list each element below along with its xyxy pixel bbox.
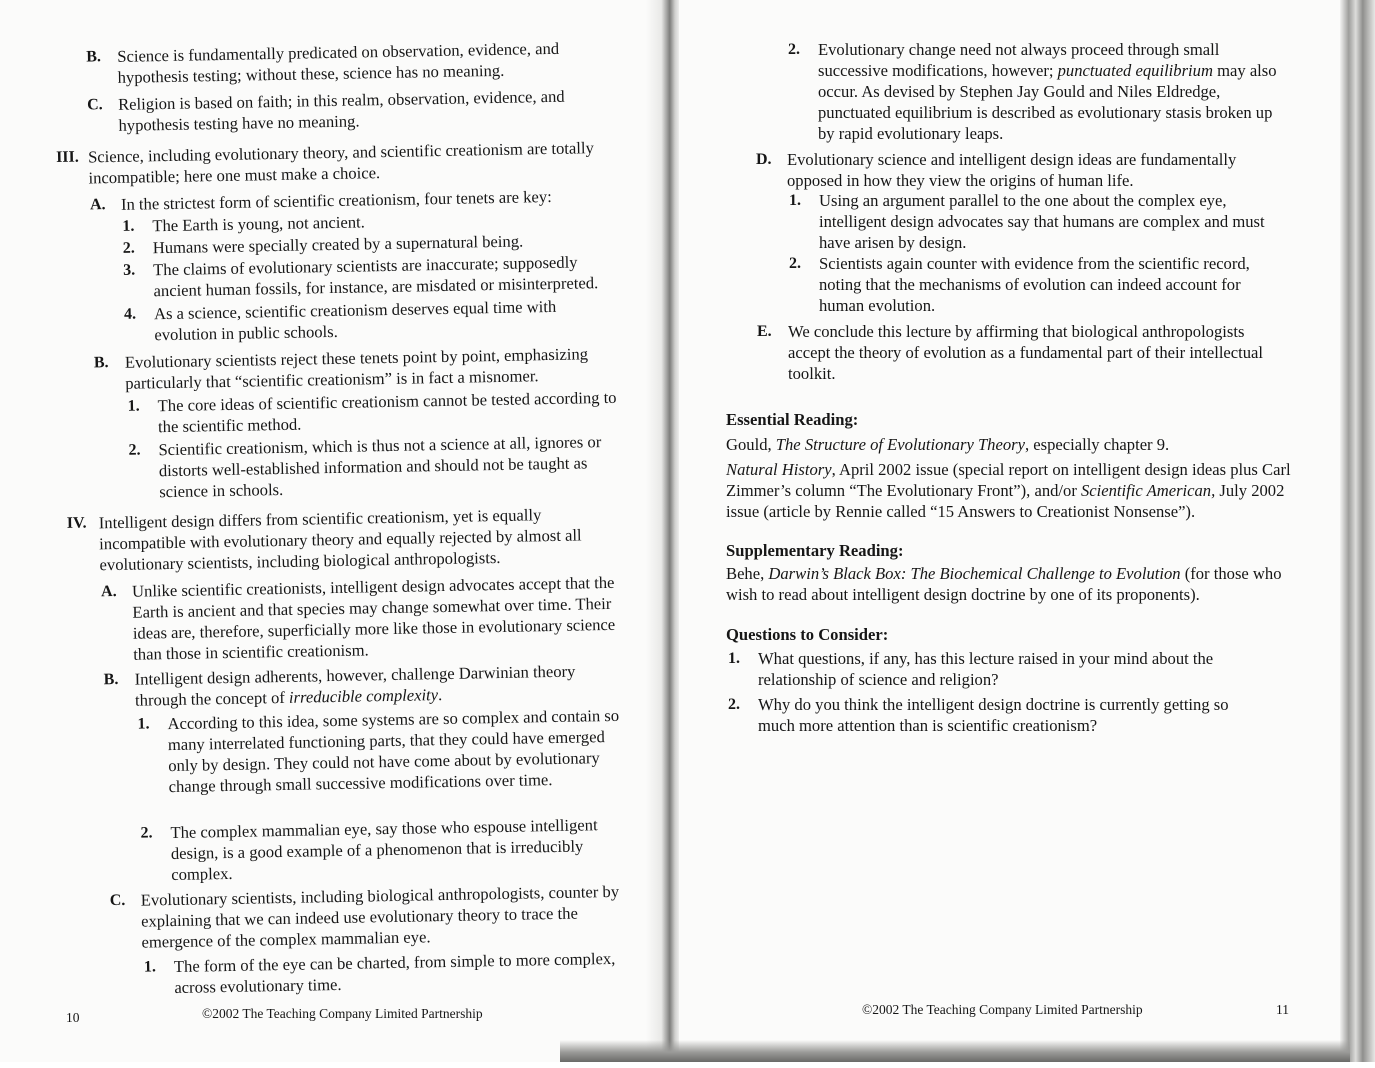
page-number: 11 <box>1276 1002 1289 1017</box>
outline-item <box>109 880 647 952</box>
ref-detail: , especially chapter 9. <box>1024 435 1170 454</box>
item-marker: 2. <box>728 696 740 713</box>
item-text-italic: punctuated equilibrium <box>1057 61 1213 80</box>
question-text: Why do you think the intelligent design doctrine is currently getting so much more attention than is scientific creationism? <box>758 695 1229 735</box>
item-text-end: . <box>437 685 443 705</box>
item-marker: 2. <box>140 824 153 842</box>
book-gutter <box>646 0 680 1062</box>
right-page <box>679 0 1341 1062</box>
item-text: According to this idea, some systems are so complex and contain so many interrelated functioning parts, that they could have emerged only by design. They could not have come about by evolutionary change through small successive modifications over time. <box>167 705 620 797</box>
questions-heading: Questions to Consider: <box>726 625 889 644</box>
item-text: The form of the eye can be charted, from simple to more complex, across evolutionary time. <box>173 948 616 998</box>
outline-item <box>123 295 595 345</box>
item-marker: A. <box>89 196 106 214</box>
outline-item <box>137 705 634 798</box>
item-text: Intelligent design differs from scientific creationism, yet is equally incompatible with evolutionary theory and equally rejected by almost all evolutionary scientists, including biological anthropologists. <box>98 505 582 575</box>
item-marker: 4. <box>123 305 137 323</box>
item-text: The Earth is young, not ancient. <box>152 212 365 236</box>
item-text: Science, including evolutionary theory, and scientific creationism are totally incompatible; here one must make a choice. <box>87 138 594 188</box>
item-text: In the strictest form of scientific creationism, four tenets are key: <box>120 186 552 214</box>
item-marker: 2. <box>122 239 135 257</box>
item-text: Evolutionary scientists reject these tenets point by point, emphasizing particularly that “scientific creationism” is in fact a misnomer. <box>124 344 589 393</box>
item-text: As a science, scientific creationism deserves equal time with evolution in public schools. <box>153 296 557 345</box>
item-text: We conclude this lecture by affirming that biological anthropologists accept the theory of evolution as a fundamental part of their intellectual toolkit. <box>788 322 1264 383</box>
essential-reading-heading: Essential Reading: <box>726 410 859 429</box>
outline-item <box>93 343 626 394</box>
item-marker: III. <box>55 148 79 167</box>
item-marker: 1. <box>127 397 140 415</box>
item-text: The core ideas of scientific creationism cannot be tested according to the scientific method. <box>157 387 617 437</box>
item-text-end: may also occur. As devised by Stephen Jay Gould and Niles Eldredge, punctuated equilibrium is described as evolutionary stasis broken up by rapid evolutionary leaps. <box>818 61 1277 143</box>
outline-item <box>86 85 591 136</box>
item-marker: C. <box>109 891 126 910</box>
item-text: Evolutionary scientists, including biological anthropologists, counter by explaining that we can indeed use evolutionary theory to trace the emergence of the complex mammalian eye. <box>140 881 620 952</box>
item-text: Unlike scientific creationists, intelligent design advocates accept that the Earth is ancient and that species may change somewhat over time. Their ideas are, therefore, superficially more like those in evolutionary science than those in scientific creationism. <box>131 572 616 664</box>
outline-item <box>128 431 629 503</box>
item-marker: D. <box>756 151 772 168</box>
item-marker: C. <box>86 96 103 114</box>
supplementary-reading-ref-1 <box>726 563 1286 605</box>
item-marker: 1. <box>137 715 150 733</box>
outline-item <box>100 572 629 665</box>
item-marker: B. <box>93 354 109 372</box>
essential-reading-ref-2 <box>726 459 1296 522</box>
item-marker: 1. <box>122 217 135 235</box>
item-text-start: Intelligent design adherents, however, challenge Darwinian theory through the concept of <box>134 661 576 710</box>
left-page-body <box>0 0 687 1068</box>
ref-detail: , April 2002 issue (special report on intelligent design ideas plus Carl Zimmer’s column “The Evolutionary Front”), and/or <box>726 460 1291 500</box>
item-text: Evolutionary science and intelligent design ideas are fundamentally opposed in how they view the origins of human life. <box>787 150 1237 190</box>
ref-author: Gould, <box>726 435 776 454</box>
outline-item <box>103 660 605 711</box>
item-marker: B. <box>86 48 102 66</box>
item-text: Scientific creationism, which is thus not a science at all, ignores or distorts well-established information and should not be taught as science in schools. <box>158 432 602 502</box>
item-text: Religion is based on faith; in this realm, observation, evidence, and hypothesis testing have no meaning. <box>117 86 565 135</box>
left-page <box>0 0 668 1062</box>
item-marker: 1. <box>143 958 157 976</box>
item-marker: A. <box>100 583 117 601</box>
outline-item <box>86 37 588 88</box>
item-marker: 2. <box>789 255 801 272</box>
ref-title: Scientific American, <box>1081 481 1216 500</box>
item-text-italic: irreducible complexity <box>288 685 439 707</box>
copyright-footer: ©2002 The Teaching Company Limited Partnership <box>862 1002 1143 1017</box>
outline-item <box>127 387 628 438</box>
item-text: Using an argument parallel to the one about the complex eye, intelligent design advocates say that humans are complex and must have arisen by design. <box>819 191 1265 252</box>
page-number: 10 <box>66 1010 80 1025</box>
outline-item <box>66 503 612 575</box>
item-marker: B. <box>103 670 119 689</box>
item-marker: 1. <box>789 192 801 209</box>
outline-item <box>789 253 1279 316</box>
item-marker: 3. <box>123 261 136 279</box>
item-marker: IV. <box>66 514 87 532</box>
question-item <box>728 694 1268 736</box>
ref-detail: July 2002 issue (article by Rennie called “15 Answers to Creationist Nonsense”). <box>726 481 1285 521</box>
outline-item <box>140 814 621 885</box>
supplementary-reading-heading: Supplementary Reading: <box>726 541 904 560</box>
item-text: The complex mammalian eye, say those who espouse intelligent design, is a good example of a phenomenon that is irreducibly complex. <box>170 815 598 885</box>
item-text: Science is fundamentally predicated on observation, evidence, and hypothesis testing; without these, science has no meaning. <box>117 38 560 87</box>
question-item <box>728 648 1268 690</box>
ref-title: The Structure of Evolutionary Theory <box>775 435 1025 454</box>
copyright-footer: ©2002 The Teaching Company Limited Partnership <box>202 1006 483 1021</box>
item-marker: 1. <box>728 650 740 667</box>
outline-item <box>788 39 1288 144</box>
outline-item <box>789 190 1289 253</box>
outline-item <box>123 251 620 302</box>
item-text: Scientists again counter with evidence from the scientific record, noting that the mechanisms of evolution can indeed account for human evolution. <box>819 254 1250 315</box>
ref-title: Darwin’s Black Box: The Biochemical Challenge to Evolution <box>768 564 1181 583</box>
item-text-start: Evolutionary change need not always proceed through small successive modifications, however; <box>818 40 1220 80</box>
question-text: What questions, if any, has this lecture raised in your mind about the relationship of science and religion? <box>758 649 1214 689</box>
item-marker: 2. <box>128 441 141 459</box>
ref-detail: (for those who wish to read about intelligent design doctrine by one of its proponents). <box>726 564 1282 604</box>
item-text: The claims of evolutionary scientists are inaccurate; supposedly ancient human fossils, for instance, are misdated or misinterpreted. <box>153 252 599 301</box>
ref-author: Behe, <box>726 564 769 583</box>
ref-title: Natural History <box>726 460 832 479</box>
essential-reading-ref-1 <box>726 434 1326 455</box>
outline-item <box>55 137 619 189</box>
outline-item <box>143 947 645 998</box>
outline-item <box>756 149 1267 191</box>
item-marker: E. <box>757 323 772 340</box>
page-edge <box>1340 0 1375 1062</box>
item-text: Humans were specially created by a supernatural being. <box>152 231 524 258</box>
item-marker: 2. <box>788 41 800 58</box>
scan-shadow <box>560 1040 1350 1062</box>
outline-item <box>757 321 1288 384</box>
